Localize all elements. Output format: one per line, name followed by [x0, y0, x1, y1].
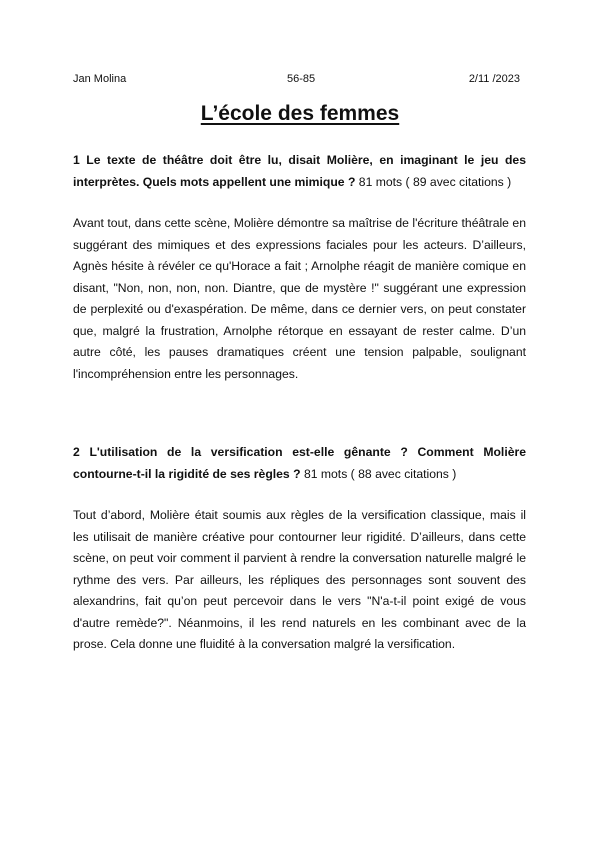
question-2-word-count: 81 mots ( 88 avec citations ): [303, 466, 457, 481]
page-header: [73, 72, 520, 88]
document-date: 2/11 /2023: [468, 73, 520, 85]
document-title: L’école des femmes: [200, 102, 400, 125]
author-name: Jan Molina: [73, 73, 127, 85]
student-code: 56-85: [287, 73, 316, 85]
question-2-text: 2 L'utilisation de la versification est-elle gênante ? Comment Molière contourne-t-il la rigidité de ses règles ?: [73, 445, 526, 481]
question-1-word-count: 81 mots ( 89 avec citations ): [358, 174, 512, 189]
answer-2: Tout d’abord, Molière était soumis aux règles de la versification classique, mais il les utilisait de manière créative pour contourner leur rigidité. D’ailleurs, dans cette scène, on peut voir comment il parvient à rendre la conversation naturelle malgré le rythme des vers. Par ailleurs, les répliques des personnages sont souvent des alexandrins, fait qu’on peut percevoir dans le vers "N'a-t-il point exigé de vous d'autre remède?". Néanmoins, il les rend naturels en les combinant avec de la prose. Cela donne une fluidité à la conversation malgré la versification.: [73, 508, 526, 651]
answer-1: Avant tout, dans cette scène, Molière démontre sa maîtrise de l'écriture théâtrale en suggérant des mimiques et des expressions faciales pour les acteurs. D’ailleurs, Agnès hésite à révéler ce qu'Horace a fait ; Arnolphe réagit de manière comique en disant, "Non, non, non, non. Diantre, que de mystère !" suggérant une expression de perplexité ou d'exaspération. De même, dans ce dernier vers, on peut constater que, malgré la frustration, Arnolphe rétorque en essayant de rester calme. D’un autre côté, les pauses dramatiques créent une tension palpable, soulignant l'incompréhension entre les personnages.: [73, 216, 526, 381]
question-2: [73, 442, 526, 485]
question-1: [73, 150, 526, 193]
question-1-text: 1 Le texte de théâtre doit être lu, disait Molière, en imaginant le jeu des interprètes. Quels mots appellent une mimique ?: [73, 153, 526, 189]
